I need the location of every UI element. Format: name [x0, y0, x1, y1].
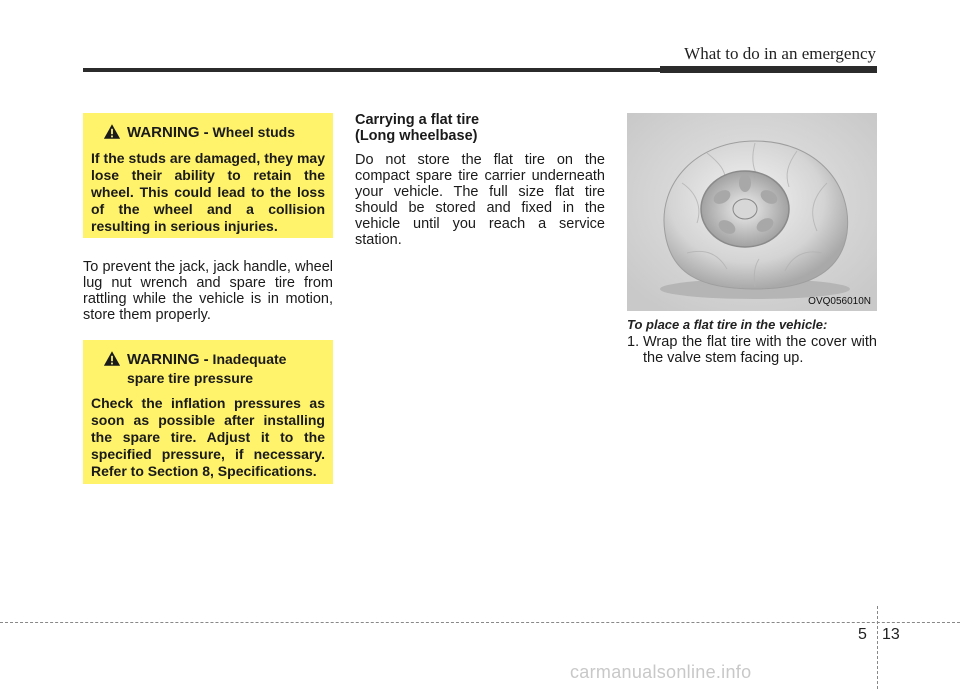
warning-label: WARNING -: [127, 124, 209, 141]
warning-header: [103, 123, 325, 142]
instruction-caption: To place a flat tire in the vehicle:: [627, 317, 828, 332]
warning-header: [103, 350, 325, 387]
page-number: 13: [882, 626, 900, 643]
step-number: 1.: [627, 334, 640, 350]
warning-title: [127, 123, 295, 142]
header-rule-accent: [660, 66, 877, 73]
section-heading: [355, 112, 605, 144]
section-heading-line1: Carrying a flat tire: [355, 112, 480, 128]
warning-body: If the studs are damaged, they may lose their ability to retain the wheel. This could lead to the loss of the wheel and a collision resulting in serious injuries.: [91, 150, 325, 234]
warning-label: WARNING -: [127, 351, 209, 368]
middle-paragraph: Do not store the flat tire on the compact spare tire carrier underneath your vehicle. The full size flat tire should be stored and fixed in the vehicle until you reach a service station.: [355, 152, 605, 248]
watermark-link[interactable]: carmanualsonline.info: [570, 662, 752, 682]
footer-divider: [0, 622, 960, 623]
warning-box-spare-tire-pressure: [83, 340, 333, 484]
warning-topic-line2: spare tire pressure: [127, 370, 254, 386]
warning-triangle-icon: [103, 123, 121, 140]
warning-body: Check the inflation pressures as soon as possible after installing the spare tire. Adjust it to the specified pressure, if necessary. Refer to Section 8, Specifications.: [91, 395, 325, 479]
warning-title: [127, 350, 286, 387]
left-paragraph: To prevent the jack, jack handle, wheel lug nut wrench and spare tire from rattling while the vehicle is in motion, store them properly.: [83, 259, 333, 323]
chapter-number: 5: [858, 626, 867, 643]
warning-triangle-icon: [103, 350, 121, 367]
instruction-step: [627, 334, 877, 366]
warning-topic: Wheel studs: [208, 124, 296, 140]
wrapped-tire-illustration: [627, 113, 877, 311]
section-heading-line2: (Long wheelbase): [355, 128, 478, 144]
figure-code: OVQ056010N: [808, 296, 871, 307]
warning-topic: Inadequate: [208, 351, 287, 367]
tire-cover-photo: [627, 113, 877, 311]
footer-vertical-divider: [877, 606, 878, 689]
header-title: What to do in an emergency: [684, 44, 876, 63]
step-text: Wrap the flat tire with the cover with the valve stem facing up.: [643, 334, 877, 366]
warning-box-wheel-studs: [83, 113, 333, 238]
